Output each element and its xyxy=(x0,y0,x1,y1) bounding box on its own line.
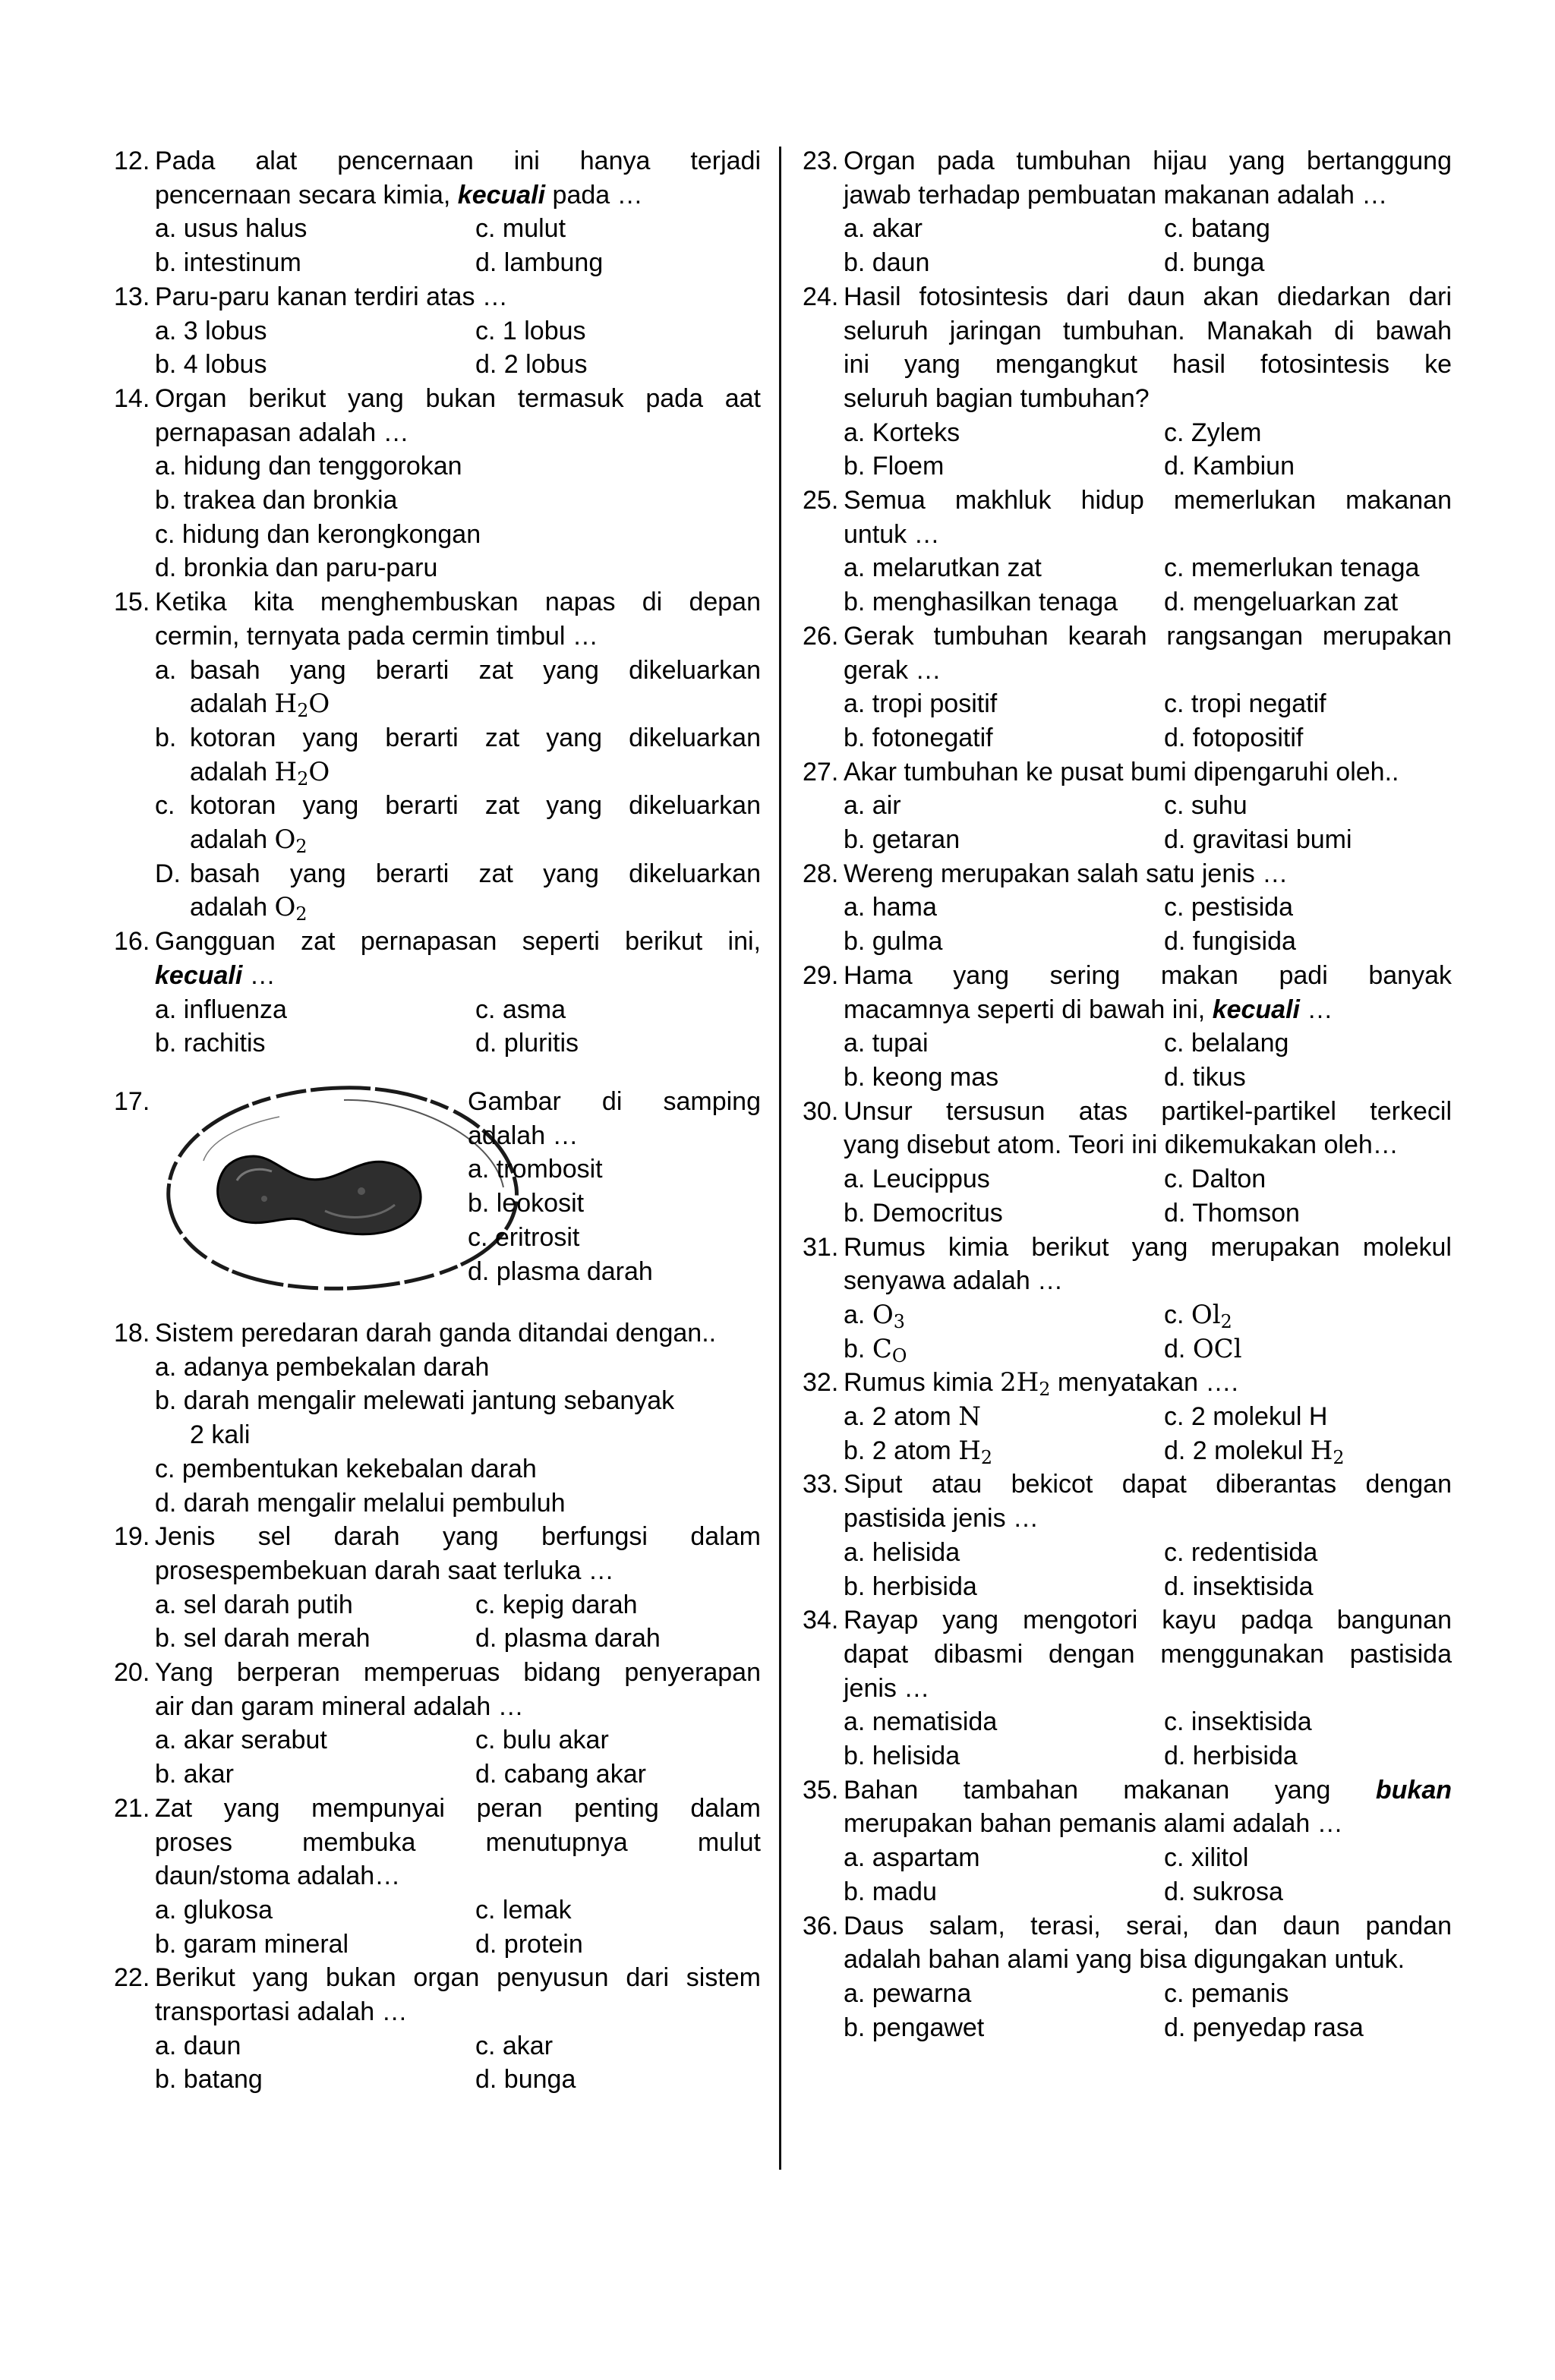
option-a[interactable]: a. Korteks xyxy=(844,418,960,447)
option-b[interactable]: b. garam mineral xyxy=(155,1929,349,1959)
question-text: Sistem peredaran darah ganda ditandai dengan.. xyxy=(155,1318,717,1348)
option-a[interactable]: a. basah yang berarti zat yang dikeluarkan adalah $H_2O$ xyxy=(155,655,761,722)
question-text: Daus salam, terasi, serai, dan daun pandan adalah bahan alami yang bisa digungakan untuk. xyxy=(844,1911,1452,1975)
option-b[interactable]: b. akar xyxy=(155,1760,234,1789)
option-c[interactable]: c. Dalton xyxy=(1164,1165,1266,1194)
question-34 xyxy=(803,1603,1452,1773)
question-number: 29. xyxy=(803,960,839,990)
option-a[interactable]: a. helisida xyxy=(844,1537,960,1567)
options xyxy=(844,1026,1452,1094)
option-b[interactable]: b. sel darah merah xyxy=(155,1624,371,1653)
option-d[interactable]: d. bronkia dan paru-paru xyxy=(155,553,438,583)
option-c[interactable]: c. asma xyxy=(475,995,566,1024)
option-b[interactable]: b. getaran xyxy=(844,825,960,855)
option-b[interactable]: b. batang xyxy=(155,2065,263,2095)
option-b[interactable]: b. helisida xyxy=(844,1742,960,1771)
question-23 xyxy=(803,144,1452,280)
option-b[interactable]: b. Floem xyxy=(844,452,945,481)
question-27 xyxy=(803,755,1452,857)
option-a[interactable]: a. tupai xyxy=(844,1029,929,1058)
option-a[interactable]: a. air xyxy=(844,791,901,821)
option-c[interactable]: c. batang xyxy=(1164,214,1270,244)
question-number: 24. xyxy=(803,282,839,311)
option-d[interactable]: d. tikus xyxy=(1164,1062,1246,1092)
option-a[interactable]: a. hama xyxy=(844,893,937,922)
options xyxy=(844,551,1452,619)
question-text: Zat yang mempunyai peran penting dalam proses membuka menutupnya mulut daun/stoma adalah… xyxy=(155,1793,761,1891)
question-12 xyxy=(114,144,761,280)
question-text: Rumus kimia $2H_2$ menyatakan …. xyxy=(844,1367,1238,1401)
options xyxy=(155,993,761,1061)
question-text: Wereng merupakan salah satu jenis … xyxy=(844,859,1288,888)
question-text: Rumus kimia berikut yang merupakan molekul senyawa adalah … xyxy=(844,1232,1452,1296)
options xyxy=(155,212,761,279)
question-number: 16. xyxy=(114,927,150,957)
options xyxy=(155,1723,761,1791)
question-number: 18. xyxy=(114,1318,150,1348)
option-c[interactable]: c. hidung dan kerongkongan xyxy=(155,519,481,549)
question-number: 30. xyxy=(803,1096,839,1126)
option-d[interactable]: d. cabang akar xyxy=(475,1760,646,1789)
options xyxy=(155,2029,761,2097)
option-d[interactable]: d. fungisida xyxy=(1164,927,1296,957)
option-b[interactable]: b. menghasilkan tenaga xyxy=(844,588,1118,617)
option-d[interactable]: d. plasma darah xyxy=(475,1624,661,1653)
option-d[interactable]: d. gravitasi bumi xyxy=(1164,825,1352,855)
option-c[interactable]: c. akar xyxy=(475,2031,554,2060)
option-c[interactable]: c. pestisida xyxy=(1164,893,1294,922)
question-number: 34. xyxy=(803,1606,839,1635)
option-d[interactable]: d. plasma darah xyxy=(468,1256,653,1286)
question-number: 13. xyxy=(114,282,150,311)
question-number: 12. xyxy=(114,147,150,175)
option-c[interactable]: c. Zylem xyxy=(1164,418,1262,447)
option-c[interactable]: c. $Ol_2$ xyxy=(1164,1299,1232,1332)
chem-formula: $O_2$ xyxy=(274,892,308,925)
question-22 xyxy=(114,1961,761,2097)
question-number: 35. xyxy=(803,1775,839,1805)
question-number: 17. xyxy=(114,1086,150,1116)
question-number: 25. xyxy=(803,486,839,515)
option-d[interactable]: d. Kambiun xyxy=(1164,452,1295,481)
emphasis: kecuali xyxy=(1212,995,1300,1024)
options xyxy=(155,314,761,382)
option-b[interactable]: b. 2 atom $H_2$ xyxy=(844,1435,992,1468)
option-c[interactable]: c. 1 lobus xyxy=(475,316,586,345)
option-c[interactable]: c. kepig darah xyxy=(475,1590,638,1619)
question-text: Pada alat pencernaan ini hanya terjadi pencernaan secara kimia, kecuali pada … xyxy=(155,147,761,210)
question-number: 21. xyxy=(114,1793,150,1823)
question-number: 20. xyxy=(114,1658,150,1688)
option-c[interactable]: c. eritrosit xyxy=(468,1222,580,1252)
option-a[interactable]: a. nematisida xyxy=(844,1707,998,1737)
question-text: Hasil fotosintesis dari daun akan diedarkan dari seluruh jaringan tumbuhan. Manakah di bawah ini yang mengangkut hasil fotosintesis ke seluruh bagian tumbuhan? xyxy=(844,282,1452,413)
options xyxy=(155,1588,761,1656)
option-b[interactable]: b. darah mengalir melewati jantung sebanyak 2 kali xyxy=(155,1386,675,1450)
option-b[interactable]: b. herbisida xyxy=(844,1571,977,1601)
option-c[interactable]: c. mulut xyxy=(475,214,566,244)
options xyxy=(844,416,1452,484)
option-a[interactable]: a. daun xyxy=(155,2031,241,2060)
option-b[interactable]: b. madu xyxy=(844,1877,937,1906)
chem-formula: $H_2O$ xyxy=(274,689,330,722)
option-c[interactable]: c. redentisida xyxy=(1164,1537,1318,1567)
option-a[interactable]: a. hidung dan tenggorokan xyxy=(155,452,462,481)
question-number: 36. xyxy=(803,1911,839,1940)
option-b[interactable]: b. kotoran yang berarti zat yang dikeluarkan adalah $H_2O$ xyxy=(155,723,761,790)
option-a[interactable]: a. influenza xyxy=(155,995,287,1024)
option-b[interactable]: b. fotonegatif xyxy=(844,723,993,752)
option-a[interactable]: a. melarutkan zat xyxy=(844,553,1042,583)
option-c[interactable]: c. 2 molekul H xyxy=(1164,1402,1328,1432)
option-b[interactable]: b. rachitis xyxy=(155,1029,266,1058)
question-18 xyxy=(114,1316,761,1520)
option-a[interactable]: a. usus halus xyxy=(155,214,308,244)
question-text: Unsur tersusun atas partikel-partikel terkecil yang disebut atom. Teori ini dikemukakan oleh… xyxy=(844,1096,1452,1160)
question-number: 31. xyxy=(803,1232,839,1262)
question-30 xyxy=(803,1095,1452,1231)
option-a[interactable]: a. adanya pembekalan darah xyxy=(155,1352,490,1382)
question-text: Siput atau bekicot dapat diberantas dengan pastisida jenis … xyxy=(844,1470,1452,1534)
option-d[interactable]: d. bunga xyxy=(475,2065,576,2095)
option-a[interactable]: a. 3 lobus xyxy=(155,316,267,345)
question-number: 23. xyxy=(803,147,839,175)
question-20 xyxy=(114,1656,761,1792)
question-text: Hama yang sering makan padi banyak macamnya seperti di bawah ini, kecuali … xyxy=(844,960,1452,1024)
option-d[interactable]: d. darah mengalir melalui pembuluh xyxy=(155,1488,566,1518)
question-28 xyxy=(803,857,1452,959)
option-c[interactable]: c. pembentukan kekebalan darah xyxy=(155,1454,537,1483)
option-a[interactable]: a. trombosit xyxy=(468,1155,603,1184)
option-d[interactable]: d. Thomson xyxy=(1164,1198,1300,1228)
question-14 xyxy=(114,382,761,585)
question-text: Paru-paru kanan terdiri atas … xyxy=(155,282,508,311)
option-d[interactable]: d. insektisida xyxy=(1164,1571,1314,1601)
question-number: 14. xyxy=(114,383,150,413)
question-text: Organ pada tumbuhan hijau yang bertanggung jawab terhadap pembuatan makanan adalah … xyxy=(844,147,1452,210)
option-b[interactable]: b. keong mas xyxy=(844,1062,999,1092)
question-number: 22. xyxy=(114,1963,150,1993)
option-d[interactable]: d. penyedap rasa xyxy=(1164,2013,1364,2042)
options xyxy=(844,1400,1452,1467)
option-c[interactable]: c. memerlukan tenaga xyxy=(1164,553,1420,583)
question-number: 26. xyxy=(803,621,839,651)
options xyxy=(844,789,1452,856)
question-19 xyxy=(114,1520,761,1656)
option-a[interactable]: a. sel darah putih xyxy=(155,1590,353,1619)
question-text: Gerak tumbuhan kearah rangsangan merupakan gerak … xyxy=(844,621,1452,685)
option-d[interactable]: D. basah yang berarti zat yang dikeluarkan adalah $O_2$ xyxy=(155,859,761,925)
question-text: Semua makhluk hidup memerlukan makanan untuk … xyxy=(844,486,1452,549)
option-b[interactable]: b. daun xyxy=(844,248,930,278)
options xyxy=(844,1536,1452,1603)
options xyxy=(844,1298,1452,1366)
question-text: Akar tumbuhan ke pusat bumi dipengaruhi oleh.. xyxy=(844,757,1399,787)
option-c[interactable]: c. lemak xyxy=(475,1895,572,1924)
question-text: Bahan tambahan makanan yang bukan merupakan bahan pemanis alami adalah … xyxy=(844,1775,1452,1839)
question-17-side: Gambar di samping adalah … a. trombosit b. leokosit c. eritrosit d. plasma darah xyxy=(468,1085,761,1288)
question-16 xyxy=(114,925,761,1061)
option-a[interactable]: a. pewarna xyxy=(844,1978,972,2008)
question-35 xyxy=(803,1773,1452,1909)
question-text: Gangguan zat pernapasan seperti berikut ini, kecuali … xyxy=(155,927,761,990)
option-b[interactable]: b. pengawet xyxy=(844,2013,985,2042)
option-b[interactable]: b. leokosit xyxy=(468,1189,585,1218)
option-a[interactable]: a. akar xyxy=(844,214,923,244)
options xyxy=(844,687,1452,755)
chem-formula: $O_2$ xyxy=(274,824,308,857)
option-a[interactable]: a. aspartam xyxy=(844,1843,980,1873)
question-29 xyxy=(803,959,1452,1095)
question-36 xyxy=(803,1909,1452,2045)
emphasis: kecuali xyxy=(155,960,243,990)
option-a[interactable]: a. tropi positif xyxy=(844,689,998,719)
question-number: 19. xyxy=(114,1522,150,1552)
question-text: Jenis sel darah yang berfungsi dalam prosespembekuan darah saat terluka … xyxy=(155,1522,761,1585)
option-d[interactable]: d. pluritis xyxy=(475,1029,579,1058)
option-c[interactable]: c. bulu akar xyxy=(475,1726,609,1755)
option-d[interactable]: d. herbisida xyxy=(1164,1742,1298,1771)
question-31 xyxy=(803,1231,1452,1367)
option-a[interactable]: a. Leucippus xyxy=(844,1165,990,1194)
chem-formula: $H_2O$ xyxy=(274,756,330,790)
option-d[interactable]: d. bunga xyxy=(1164,248,1265,278)
question-17 xyxy=(114,1085,761,1316)
option-b[interactable]: b. $C_O$ xyxy=(844,1333,907,1367)
options xyxy=(155,1893,761,1961)
option-d[interactable]: d. OCl xyxy=(1164,1333,1242,1364)
question-26 xyxy=(803,619,1452,755)
question-number: 28. xyxy=(803,859,839,888)
options xyxy=(844,1705,1452,1773)
option-b[interactable]: b. gulma xyxy=(844,927,943,957)
emphasis: bukan xyxy=(1375,1775,1452,1805)
option-d[interactable]: d. 2 molekul $H_2$ xyxy=(1164,1435,1345,1468)
options xyxy=(844,1162,1452,1230)
option-b[interactable]: b. 4 lobus xyxy=(155,350,267,380)
option-d[interactable]: d. 2 lobus xyxy=(475,350,588,380)
option-a[interactable]: a. glukosa xyxy=(155,1895,273,1924)
option-a[interactable]: a. $O_3$ xyxy=(844,1299,905,1332)
question-text: Ketika kita menghembuskan napas di depan cermin, ternyata pada cermin timbul … xyxy=(155,588,761,651)
option-c[interactable]: c. pemanis xyxy=(1164,1978,1289,2008)
option-b[interactable]: b. intestinum xyxy=(155,248,301,278)
question-15 xyxy=(114,585,761,925)
question-text: Organ berikut yang bukan termasuk pada aat pernapasan adalah … xyxy=(155,383,761,447)
question-text: Berikut yang bukan organ penyusun dari sistem transportasi adalah … xyxy=(155,1963,761,2027)
option-b[interactable]: b. Democritus xyxy=(844,1198,1003,1228)
question-number: 33. xyxy=(803,1470,839,1499)
question-number: 32. xyxy=(803,1368,839,1398)
question-text: Rayap yang mengotori kayu padqa bangunan dapat dibasmi dengan menggunakan pastisida jenis … xyxy=(844,1606,1452,1703)
option-c[interactable]: c. tropi negatif xyxy=(1164,689,1326,719)
question-number: 27. xyxy=(803,757,839,787)
question-text: Yang berperan memperuas bidang penyerapan air dan garam mineral adalah … xyxy=(155,1658,761,1721)
question-24 xyxy=(803,280,1452,484)
question-text: Gambar di samping xyxy=(468,1086,761,1116)
option-c[interactable]: c. insektisida xyxy=(1164,1707,1312,1737)
options xyxy=(844,1977,1452,2044)
question-33 xyxy=(803,1467,1452,1603)
option-d[interactable]: d. lambung xyxy=(475,248,604,278)
option-d[interactable]: d. sukrosa xyxy=(1164,1877,1283,1906)
option-c[interactable]: c. xilitol xyxy=(1164,1843,1249,1873)
options xyxy=(844,212,1452,279)
emphasis: kecuali xyxy=(457,180,546,210)
question-13 xyxy=(114,280,761,382)
option-c[interactable]: c. belalang xyxy=(1164,1029,1289,1058)
option-d[interactable]: d. protein xyxy=(475,1929,583,1959)
question-25 xyxy=(803,484,1452,619)
options xyxy=(844,1841,1452,1909)
option-a[interactable]: a. akar serabut xyxy=(155,1726,327,1755)
question-21 xyxy=(114,1792,761,1962)
options xyxy=(844,891,1452,958)
option-d[interactable]: d. mengeluarkan zat xyxy=(1164,588,1399,617)
option-a[interactable]: a. 2 atom N xyxy=(844,1401,981,1433)
left-column xyxy=(114,144,761,2097)
option-c[interactable]: c. suhu xyxy=(1164,791,1247,821)
question-number: 15. xyxy=(114,588,150,617)
column-divider xyxy=(779,147,781,2170)
right-column xyxy=(803,144,1452,2044)
option-c[interactable]: c. kotoran yang berarti zat yang dikeluarkan adalah $O_2$ xyxy=(155,791,761,857)
option-b[interactable]: b. trakea dan bronkia xyxy=(155,486,398,515)
question-32 xyxy=(803,1366,1452,1467)
option-d[interactable]: d. fotopositif xyxy=(1164,723,1304,752)
